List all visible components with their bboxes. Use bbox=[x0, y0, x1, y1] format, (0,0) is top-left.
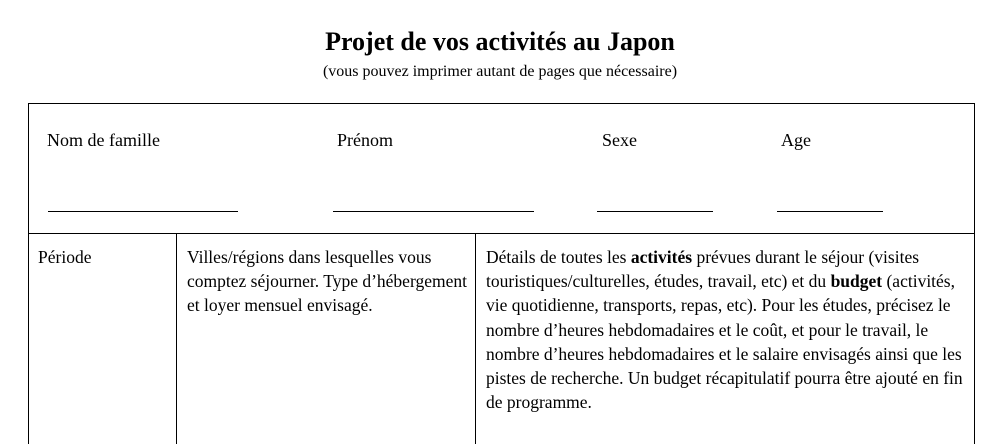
budget-emphasis: budget bbox=[830, 271, 883, 292]
cities-column-header: Villes/régions dans lesquelles vous comptez séjourner. Type d’hébergement et loyer mensuel envisagé. bbox=[187, 247, 467, 316]
first-name-field[interactable] bbox=[333, 211, 534, 212]
first-name-label: Prénom bbox=[337, 130, 393, 150]
page-subtitle: (vous pouvez imprimer autant de pages que nécessaire) bbox=[322, 63, 678, 80]
sex-label: Sexe bbox=[602, 130, 637, 150]
last-name-label: Nom de famille bbox=[47, 130, 160, 150]
period-column-header: Période bbox=[38, 247, 92, 267]
details-text-part: prévues durant le séjour (visites touristiques/culturelles, études, travail, etc) et du bbox=[486, 247, 920, 292]
age-label: Age bbox=[781, 130, 811, 150]
column-divider-2 bbox=[475, 233, 476, 444]
page-title: Projet de vos activités au Japon bbox=[325, 27, 675, 56]
last-name-field[interactable] bbox=[48, 211, 238, 212]
details-text-part: Détails de toutes les bbox=[486, 247, 631, 267]
age-field[interactable] bbox=[777, 211, 883, 212]
column-divider-1 bbox=[176, 233, 177, 444]
sex-field[interactable] bbox=[597, 211, 713, 212]
table-top-border bbox=[29, 233, 974, 234]
activities-emphasis: activités bbox=[630, 247, 693, 267]
details-column-header bbox=[486, 245, 973, 414]
activity-plan-form bbox=[28, 103, 975, 444]
details-text-part: (activités, vie quotidienne, transports, repas, etc). Pour les études, précisez le nombre d’heures hebdomadaires et le coût, et pour le travail, le nombre d’heures hebdomadaires et le salaire envisagés ainsi que les pistes de recherche. Un budget récapitulatif pourra être ajouté en fin de programme. bbox=[486, 271, 963, 413]
